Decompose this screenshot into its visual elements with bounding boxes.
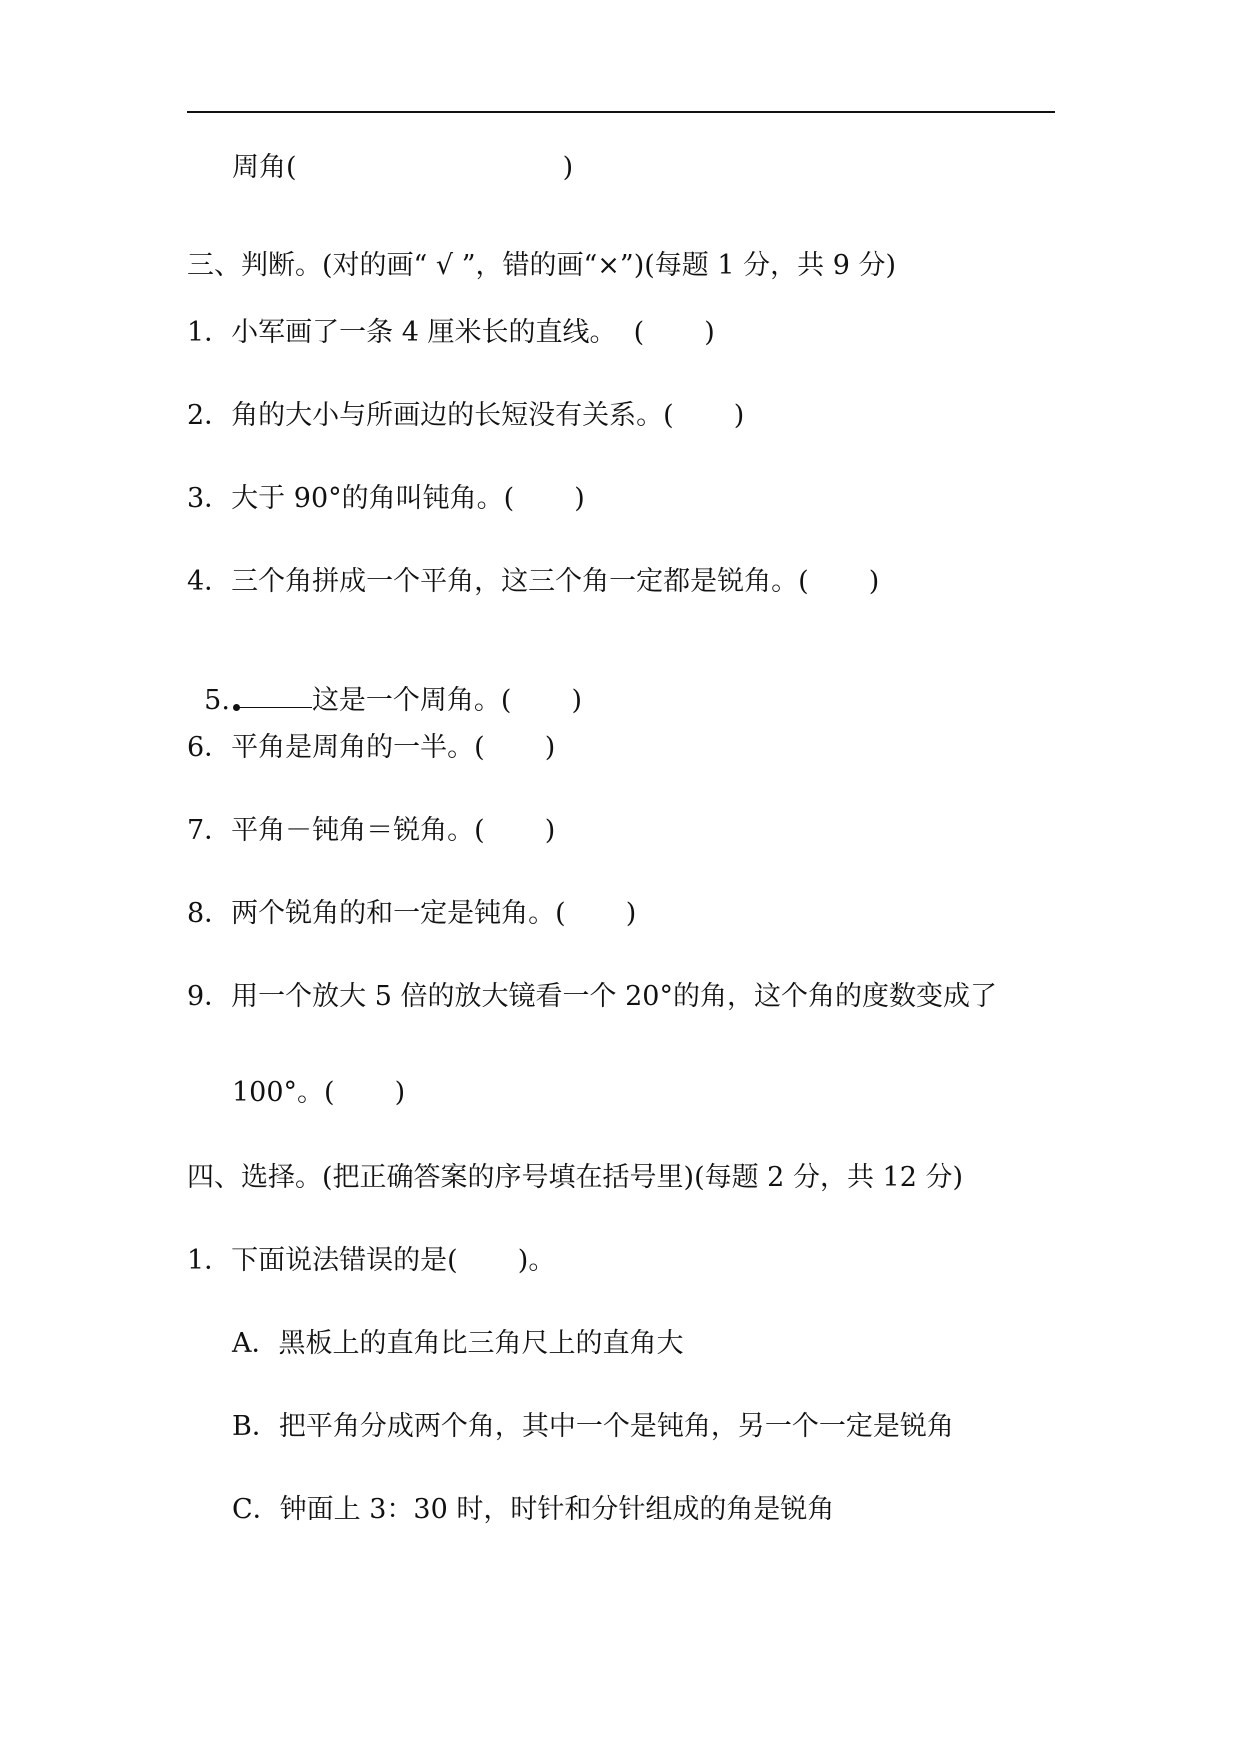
judgment-item-5 (187, 647, 582, 719)
prev-item-full-angle: 周角( ) (232, 152, 574, 183)
ray-figure (230, 692, 312, 712)
section-4-heading: 四、选择。(把正确答案的序号填在括号里)(每题 2 分，共 12 分) (187, 1162, 963, 1193)
section-3-heading: 三、判断。(对的画“ √ ”，错的画“×”)(每题 1 分，共 9 分) (187, 250, 897, 281)
judgment-item-4: 4．三个角拼成一个平角，这三个角一定都是锐角。( ) (187, 566, 880, 597)
choice-option-a: A．黑板上的直角比三角尺上的直角大 (232, 1328, 684, 1359)
top-rule (187, 111, 1055, 113)
judgment-item-5-text: 这是一个周角。( ) (311, 685, 583, 716)
judgment-item-9-continuation: 100°。( ) (232, 1077, 406, 1108)
judgment-item-3: 3．大于 90°的角叫钝角。( ) (187, 483, 585, 514)
choice-option-c: C．钟面上 3：30 时，时针和分针组成的角是锐角 (232, 1494, 835, 1525)
ray-line (236, 707, 312, 708)
judgment-item-6: 6．平角是周角的一半。( ) (187, 732, 556, 763)
judgment-item-7: 7．平角－钝角＝锐角。( ) (187, 815, 556, 846)
judgment-item-2: 2．角的大小与所画边的长短没有关系。( ) (187, 400, 745, 431)
judgment-item-5-number: 5. (204, 685, 230, 716)
judgment-item-1: 1．小军画了一条 4 厘米长的直线。 ( ) (187, 317, 715, 348)
judgment-item-8: 8．两个锐角的和一定是钝角。( ) (187, 898, 637, 929)
judgment-item-9: 9．用一个放大 5 倍的放大镜看一个 20°的角，这个角的度数变成了 (187, 981, 997, 1012)
choice-option-b: B．把平角分成两个角，其中一个是钝角，另一个一定是锐角 (232, 1411, 954, 1442)
choice-question-1: 1．下面说法错误的是( )。 (187, 1245, 556, 1276)
